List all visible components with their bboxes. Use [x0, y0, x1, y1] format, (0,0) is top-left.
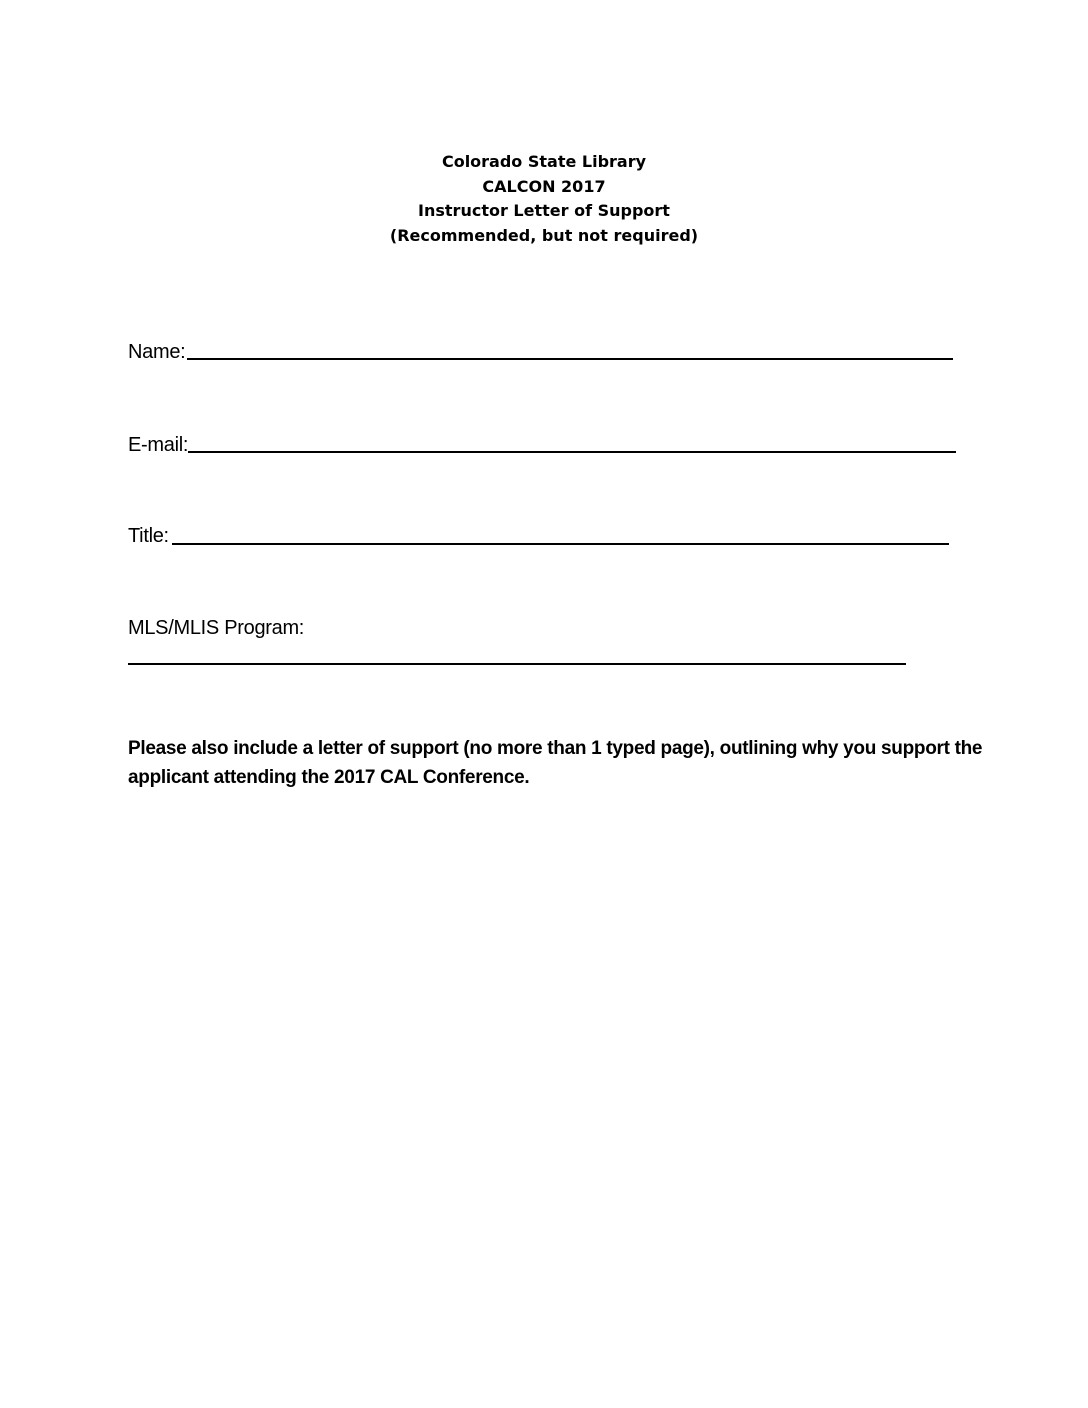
form-title: Instructor Letter of Support	[418, 201, 670, 220]
form-subtitle: (Recommended, but not required)	[389, 225, 699, 245]
instruction-line-2: applicant attending the 2017 CAL Conference.	[128, 767, 530, 788]
organization-name: Colorado State Library	[441, 152, 647, 171]
title-label: Title:	[128, 525, 169, 547]
instruction-line-1: Please also include a letter of support (no more than 1 typed page), outlining why you support the	[128, 738, 983, 759]
document-header	[0, 150, 1088, 248]
name-label: Name:	[128, 341, 186, 363]
title-field-line[interactable]	[172, 543, 949, 545]
program-label: MLS/MLIS Program:	[128, 617, 305, 639]
event-name: CALCON 2017	[482, 176, 606, 196]
program-field-line[interactable]	[128, 663, 906, 665]
email-field-line[interactable]	[188, 451, 956, 453]
email-label: E-mail:	[128, 434, 189, 456]
instruction-paragraph	[128, 734, 983, 792]
name-field-line[interactable]	[187, 358, 953, 360]
